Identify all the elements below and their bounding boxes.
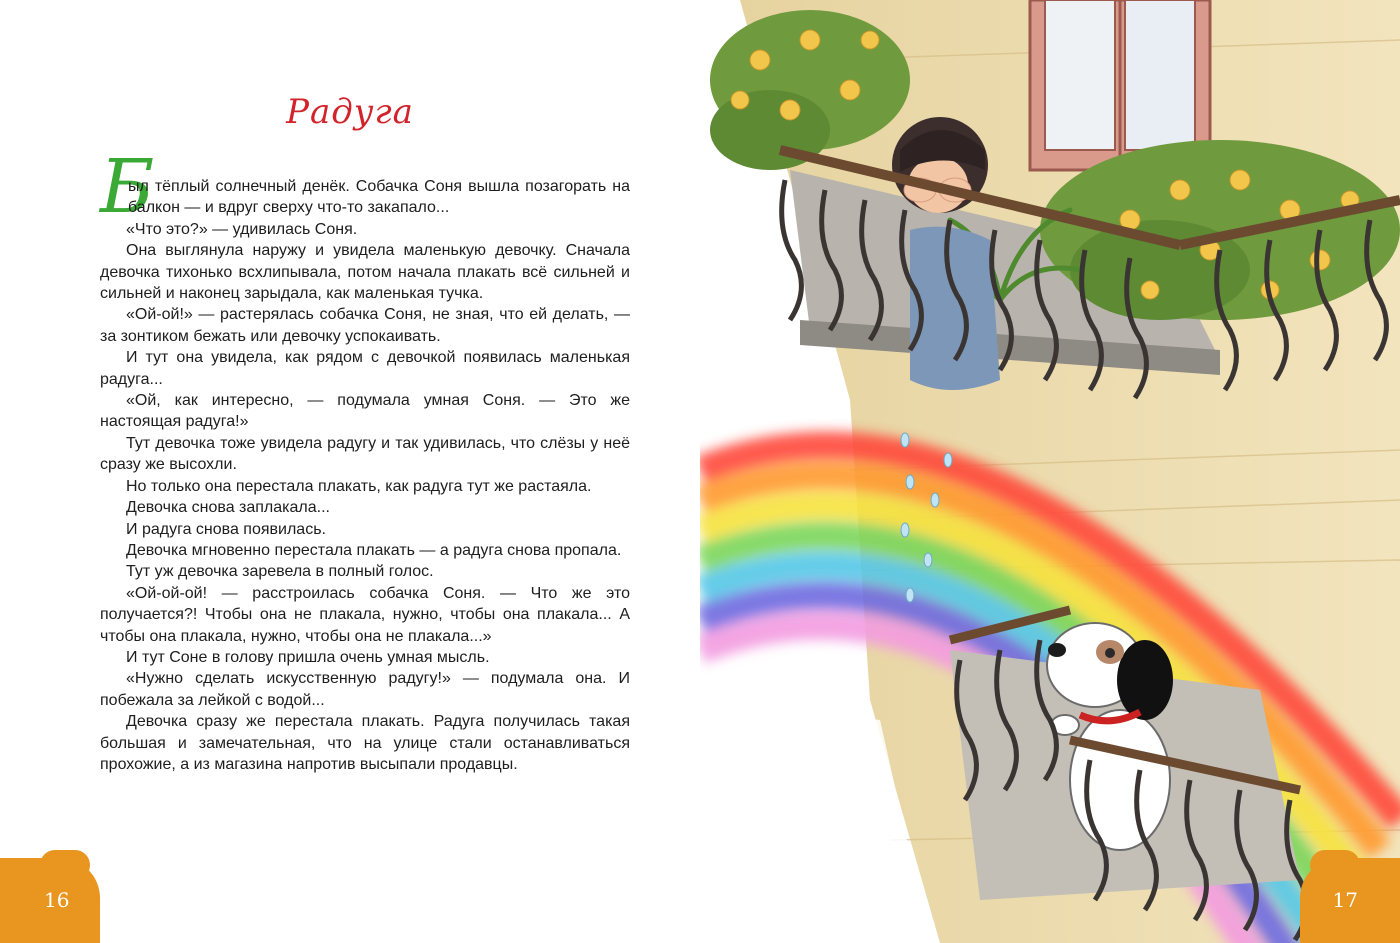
- paragraph-8: Но только она перестала плакать, как радуга тут же растаяла.: [126, 477, 592, 495]
- paragraph-5: И тут она увидела, как рядом с девочкой появилась маленькая радуга...: [100, 349, 630, 388]
- paragraph-10: И радуга снова появилась.: [126, 520, 326, 538]
- paragraph-9: Девочка снова заплакала...: [126, 499, 330, 517]
- paragraph-12: Тут уж девочка заревела в полный голос.: [126, 563, 434, 581]
- paragraph-14: И тут Соне в голову пришла очень умная мысль.: [126, 648, 490, 666]
- paragraph-4: «Ой-ой!» — растерялась собачка Соня, не зная, что ей делать, — за зонтиком бежать или девочку успокаивать.: [100, 306, 630, 345]
- page-number-right: 17: [1332, 888, 1358, 912]
- paragraph-2: «Что это?» — удивилась Соня.: [126, 220, 358, 238]
- paragraph-11: Девочка мгновенно перестала плакать — а радуга снова пропала.: [126, 541, 622, 559]
- paragraph-15: «Нужно сделать искусственную радугу!» — подумала она. И побежала за лейкой с водой...: [100, 670, 630, 709]
- story-title: Радуга: [286, 92, 414, 132]
- drop-cap: Б: [100, 144, 155, 230]
- paragraph-13: «Ой-ой-ой! — расстроилась собачка Соня. — Что же это получается?! Чтобы она не плакала, нужно, чтобы она плакала... А чтобы она плакала, нужно, чтобы она не плакала...»: [100, 584, 630, 645]
- page-number-left: 16: [44, 888, 70, 912]
- paragraph-16: Девочка сразу же перестала плакать. Радуга получилась такая большая и замечательная, что на улице стали останавливаться прохожие, а из магазина напротив высыпали продавцы.: [100, 713, 630, 773]
- story-text: [100, 176, 630, 775]
- paragraph-6: «Ой, как интересно, — подумала умная Соня. — Это же настоящая радуга!»: [100, 392, 630, 431]
- illustration: [700, 0, 1400, 943]
- right-page: [700, 0, 1400, 943]
- paragraph-1: ыл тёплый солнечный денёк. Собачка Соня вышла позагорать на балкон — и вдруг сверху что-то закапало...: [128, 178, 630, 217]
- paragraph-7: Тут девочка тоже увидела радугу и так удивилась, что слёзы у неё сразу же высохли.: [100, 434, 630, 474]
- paragraph-3: Она выглянула наружу и увидела маленькую девочку. Сначала девочка тихонько всхлипывала, потом начала плакать всё сильней и сильней и наконец зарыдала, как маленькая тучка.: [100, 242, 630, 303]
